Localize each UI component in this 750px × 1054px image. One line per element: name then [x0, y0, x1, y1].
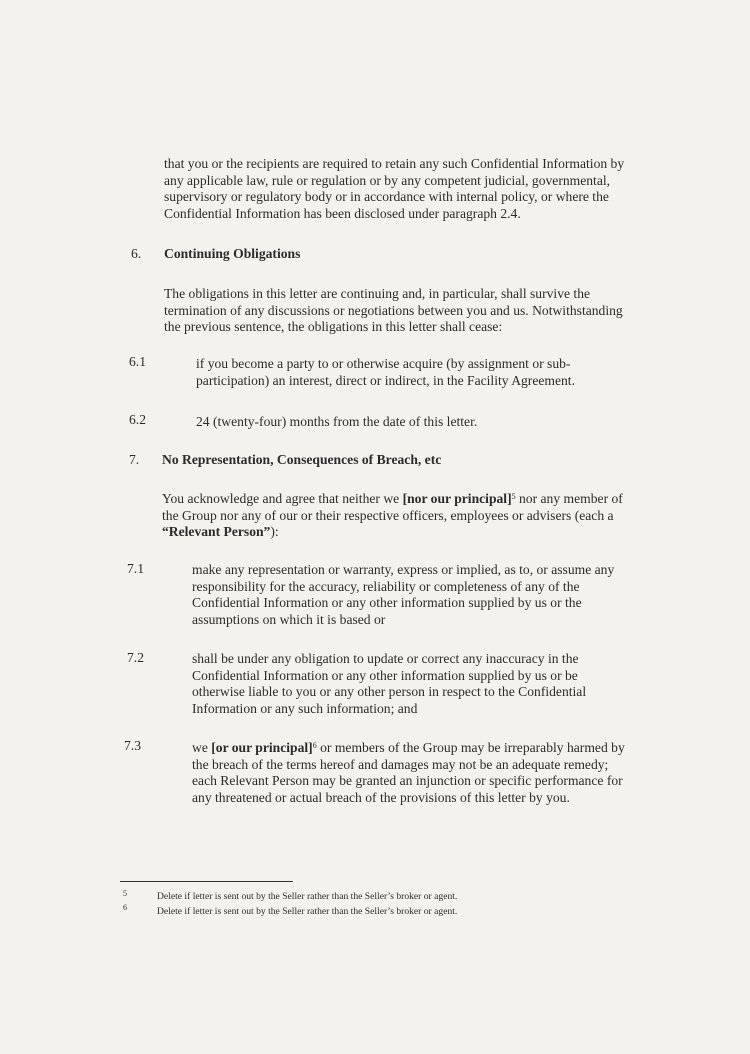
section-6-number: 6. [131, 246, 142, 261]
text-line: the Group nor any of our or their respective officers, employees or advisers (each a [162, 507, 614, 523]
text-line: assumptions on which it is based or [192, 611, 386, 627]
text-line: termination of any discussions or negotiations between you and us. Notwithstanding [164, 302, 623, 318]
clause-7-3-number: 7.3 [124, 738, 141, 753]
text-line: each Relevant Person may be granted an injunction or specific performance for [192, 773, 623, 789]
text-line: the breach of the terms hereof and damages may not be an adequate remedy; [192, 756, 609, 772]
text-line: Information or any such information; and [192, 700, 418, 716]
text-line: any applicable law, rule or regulation or by any competent judicial, governmental, [164, 172, 611, 188]
clause-7-2-number: 7.2 [127, 650, 144, 665]
text-line: shall be under any obligation to update or correct any inaccuracy in the [192, 651, 579, 666]
text-line: Confidential Information or any other information supplied by us or be [192, 667, 578, 683]
clause-6-1-number: 6.1 [129, 354, 146, 369]
section-7-body [162, 491, 651, 541]
text-line: otherwise liable to you or any other person in respect to the Confidential [192, 684, 587, 700]
text-line: the previous sentence, the obligations in this letter shall cease: [164, 319, 503, 335]
text-run: or members of the Group may be irreparably harmed by [316, 740, 625, 755]
footnote-ref-6[interactable]: 6 [312, 741, 317, 750]
text-line: supervisory or regulatory body or in accordance with internal policy, or where the [164, 189, 609, 205]
section-6-title: Continuing Obligations [164, 246, 301, 261]
footnote-5-mark: 5 [123, 889, 127, 898]
text-line: 24 (twenty-four) months from the date of this letter. [196, 414, 478, 429]
clause-6-1-text [196, 356, 650, 389]
text-line [162, 491, 651, 508]
clause-7-2-text [192, 651, 648, 717]
text-line [162, 524, 651, 541]
clause-7-1-number: 7.1 [127, 561, 144, 576]
text-line: Confidential Information or any other information supplied by us or the [192, 595, 582, 611]
text-line: The obligations in this letter are continuing and, in particular, shall survive the [164, 286, 591, 301]
defined-term: “Relevant Person” [162, 524, 271, 540]
footnote-5-text: Delete if letter is sent out by the Seller rather than the Seller’s broker or agent. [157, 891, 458, 902]
text-line: if you become a party to or otherwise acquire (by assignment or sub- [196, 356, 571, 371]
footnote-6-text: Delete if letter is sent out by the Seller rather than the Seller’s broker or agent. [157, 906, 458, 917]
intro-paragraph [164, 156, 653, 222]
text-line: make any representation or warranty, express or implied, as to, or assume any [192, 562, 615, 577]
text-line: any threatened or actual breach of the provisions of this letter by you. [192, 789, 570, 805]
section-7-title: No Representation, Consequences of Breach, etc [162, 452, 442, 467]
text-run: nor any member of [515, 491, 623, 506]
text-run: we [192, 740, 212, 755]
bracketed-principal: [or our principal] [211, 740, 313, 755]
clause-7-3-text [192, 740, 648, 806]
text-line: Confidential Information has been disclosed under paragraph 2.4. [164, 205, 521, 221]
clause-6-2-text [196, 414, 650, 431]
bracketed-principal: [nor our principal] [402, 491, 512, 506]
text-line: that you or the recipients are required to retain any such Confidential Information by [164, 156, 625, 171]
section-6-body [164, 286, 653, 336]
footnote-6-mark: 6 [123, 903, 127, 912]
clause-7-1-text [192, 562, 648, 628]
text-line: responsibility for the accuracy, reliability or completeness of any of the [192, 578, 580, 594]
text-line [192, 740, 648, 757]
clause-6-2-number: 6.2 [129, 412, 146, 427]
text-run: ): [270, 524, 279, 540]
text-run: You acknowledge and agree that neither we [162, 491, 403, 506]
section-7-number: 7. [129, 452, 140, 467]
footnote-ref-5[interactable]: 5 [511, 492, 516, 501]
footnote-separator [120, 881, 293, 882]
text-line: participation) an interest, direct or indirect, in the Facility Agreement. [196, 372, 575, 388]
